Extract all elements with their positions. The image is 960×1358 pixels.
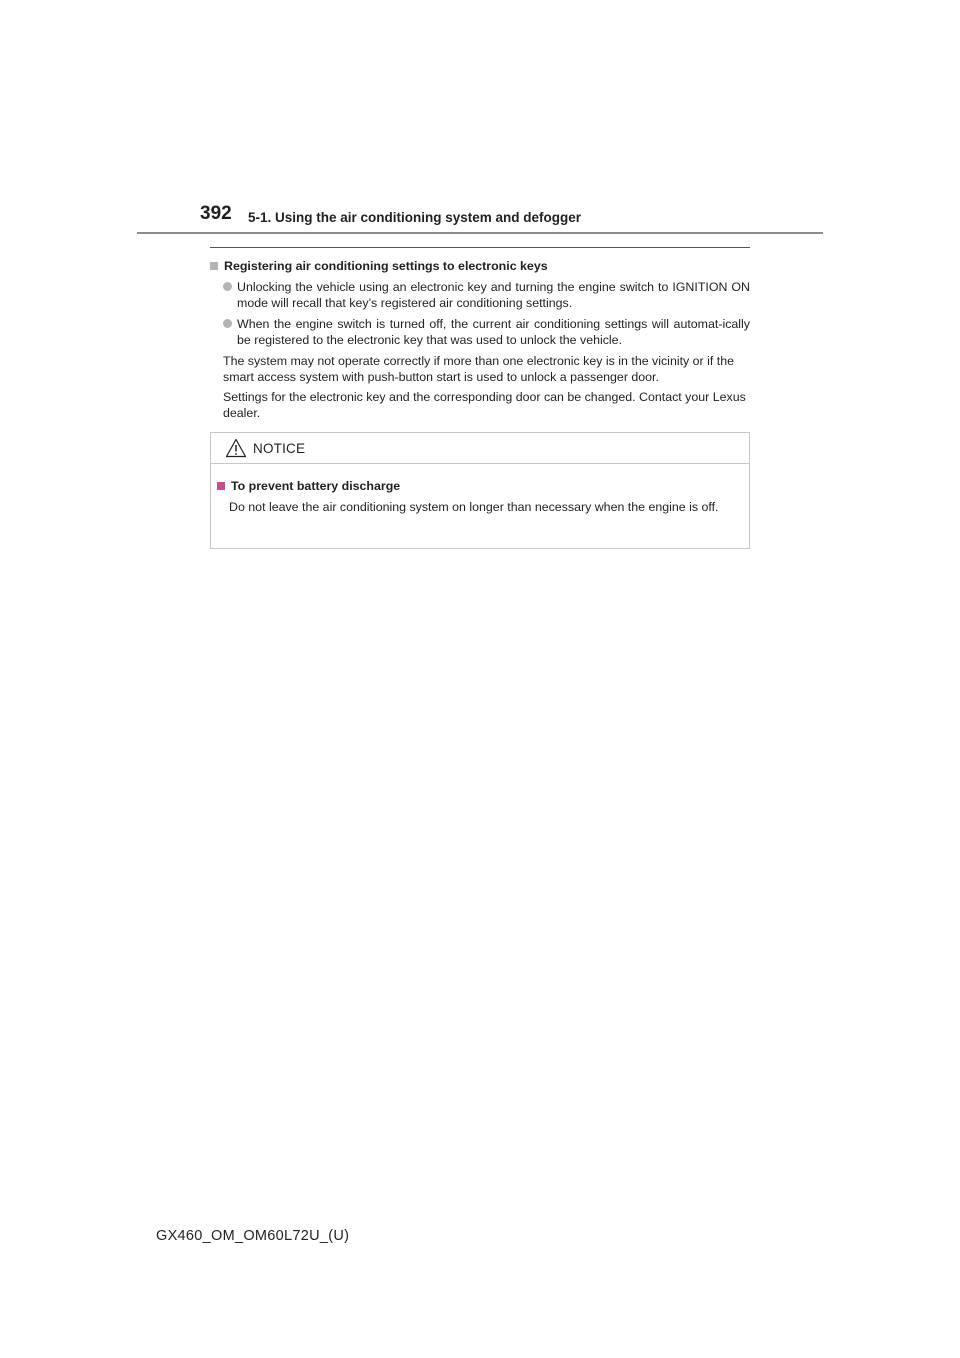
list-item <box>210 316 750 348</box>
notice-header <box>211 433 749 464</box>
body-paragraph: Settings for the electronic key and the corresponding door can be changed. Contact your Lexus dealer. <box>223 390 746 420</box>
circle-bullet-icon <box>223 319 232 328</box>
warning-triangle-icon <box>225 438 247 458</box>
content-divider <box>210 247 750 248</box>
header-divider <box>137 232 823 234</box>
notice-heading-text: To prevent battery discharge <box>231 479 401 493</box>
body-paragraph: The system may not operate correctly if more than one electronic key is in the vicinity or if the smart access system with push-button start is used to unlock a passenger door. <box>223 354 734 384</box>
main-content <box>210 258 750 425</box>
list-item-text: When the engine switch is turned off, the current air conditioning settings will automat-ically be registered to the electronic key that was used to unlock the vehicle. <box>237 317 750 347</box>
square-bullet-icon <box>210 262 218 270</box>
section-title: 5-1. Using the air conditioning system and defogger <box>248 210 582 225</box>
notice-title: NOTICE <box>253 440 306 456</box>
square-bullet-icon <box>217 482 225 490</box>
list-item <box>210 279 750 311</box>
notice-heading <box>217 478 739 494</box>
notice-box <box>210 432 750 549</box>
section-heading <box>210 258 750 274</box>
notice-body <box>211 464 749 515</box>
page-number: 392 <box>200 203 232 224</box>
document-code: GX460_OM_OM60L72U_(U) <box>156 1228 350 1244</box>
list-item-text: Unlocking the vehicle using an electronic key and turning the engine switch to IGNITION ON mode will recall that key’s registered air conditioning settings. <box>237 280 750 310</box>
circle-bullet-icon <box>223 282 232 291</box>
section-heading-text: Registering air conditioning settings to electronic keys <box>224 259 548 273</box>
notice-text: Do not leave the air conditioning system on longer than necessary when the engine is off. <box>229 500 719 514</box>
